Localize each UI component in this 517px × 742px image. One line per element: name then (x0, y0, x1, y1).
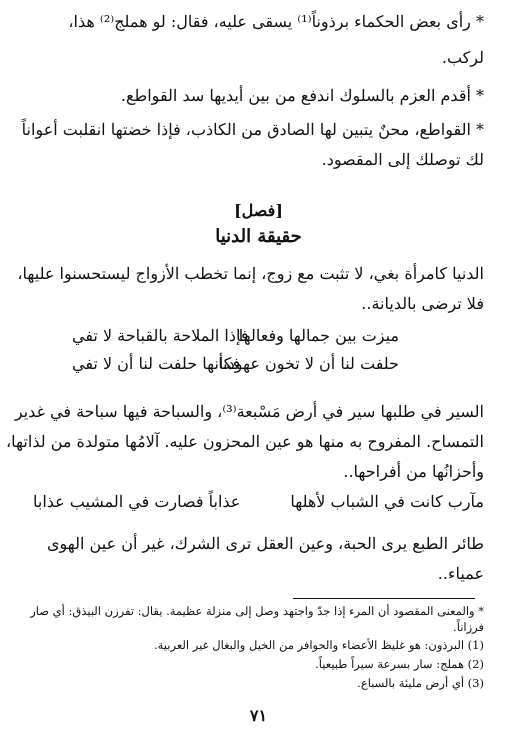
footnote-3: (3) أي أرض مليئة بالسباع. (357, 676, 484, 690)
footnote-2: (2) هملج: سار بسرعة سيراً طبيعياً. (315, 657, 484, 671)
section-label: [فصل] (234, 201, 283, 220)
paragraph-line: * القواطع، محنٌ يتبين لها الصادق من الكاذب، فإذا خضتها انقلبت أعواناً (21, 120, 484, 139)
verse-hemistich: فكأنها حلفت لنا أن لا تفي (72, 354, 241, 373)
verse-hemistich: حلفت لنا أن لا تخون عهودنا (218, 354, 399, 373)
verse-hemistich: عذاباً فصارت في المشيب عذابا (33, 492, 241, 511)
paragraph-line: وأحزانُها من أفراحها.. (343, 462, 484, 481)
paragraph-line: الدنيا كامرأة بغي، لا تثبت مع زوج، إنما تخطب الأزواج ليستحسنوا عليها، (17, 264, 484, 283)
verse-hemistich: فإذا الملاحة بالقباحة لا تفي (72, 326, 249, 345)
paragraph-line: عمياء.. (437, 564, 484, 583)
footnote-1: (1) البرذون: هو غليظ الأعضاء والحوافر من الخيل والبغال غير العربية. (153, 638, 484, 652)
paragraph-line: لركب. (441, 48, 484, 67)
paragraph-line: طائر الطبع يرى الحبة، وعين العقل ترى الشرك، غير أن عين الهوى (46, 534, 484, 553)
paragraph-line: السير في طلبها سير في أرض مَسْبعة⁽³⁾، والسباحة فيها سباحة في غدير (14, 402, 484, 421)
verse-hemistich: ميزت بين جمالها وفعالها (238, 326, 399, 345)
footnote-separator (293, 598, 475, 599)
section-title: حقيقة الدنيا (215, 226, 302, 247)
page-number: ٧١ (249, 706, 268, 725)
paragraph-line: التمساح. المفروح به منها هو عين المحزون عليه. آلامُها متولدة من لذاتها، (6, 432, 484, 451)
footnote-line: * والمعنى المقصود أن المرء إذا جدّ واجتهد وصل إلى منزلة عظيمة. يقال: تفرزن البيذق: أي صار (30, 604, 484, 618)
footnote-line: فرزاناً. (453, 620, 484, 634)
verse-hemistich: مآرب كانت في الشباب لأهلها (290, 492, 484, 511)
paragraph-line: لك توصلك إلى المقصود. (321, 150, 484, 169)
paragraph-line: فلا ترضى بالديانة.. (361, 294, 484, 313)
paragraph-line: * رأى بعض الحكماء برذوناً⁽¹⁾ يسقى عليه، فقال: لو هملج⁽²⁾ هذا، (68, 12, 484, 31)
paragraph-line: * أقدم العزم بالسلوك اندفع من بين أيديها سد القواطع. (120, 86, 484, 105)
